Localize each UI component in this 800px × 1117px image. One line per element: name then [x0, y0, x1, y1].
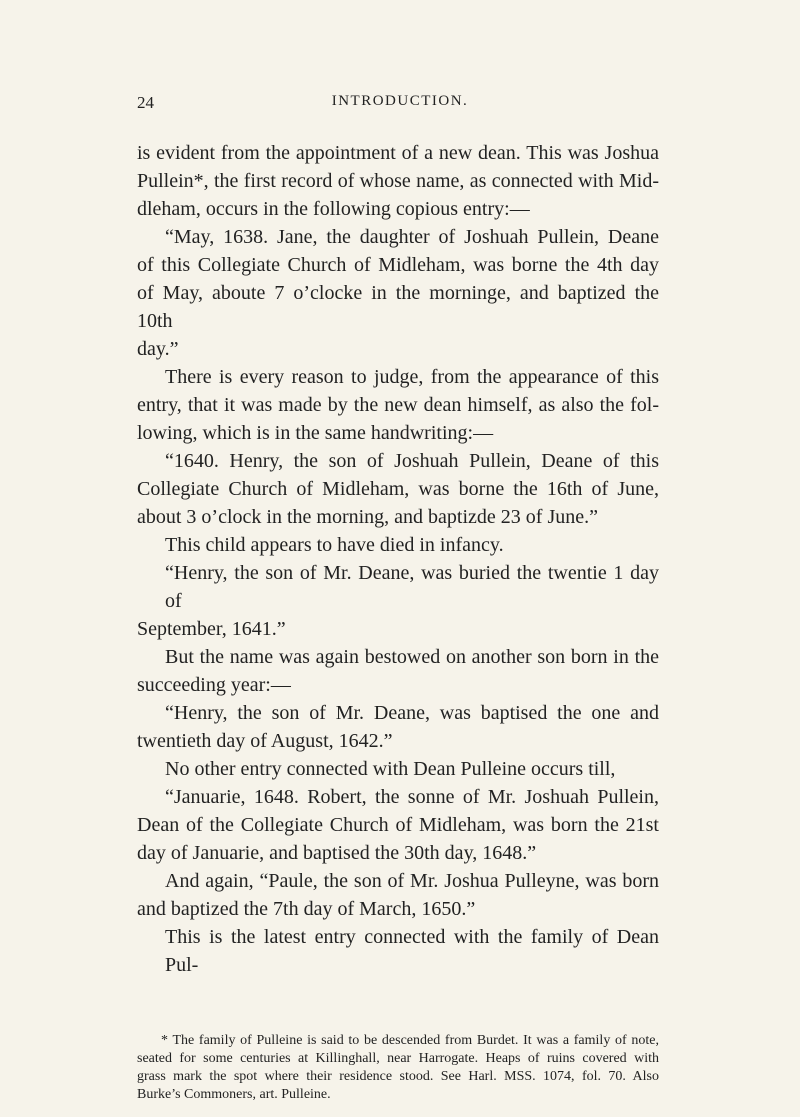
body-line: “Henry, the son of Mr. Deane, was baptised the one and	[165, 702, 659, 724]
body-line: succeeding year:—	[137, 674, 291, 696]
footnote-line: grass mark the spot where their residence stood. See Harl. MSS. 1074, fol. 70. Also	[137, 1069, 659, 1084]
body-line: “Januarie, 1648. Robert, the sonne of Mr. Joshuah Pullein,	[165, 786, 659, 808]
page-number: 24	[137, 93, 154, 112]
body-line: Pullein*, the first record of whose name, as connected with Mid-	[137, 170, 659, 192]
body-line: Dean of the Collegiate Church of Midleham, was born the 21st	[137, 814, 659, 836]
footnote-line: seated for some centuries at Killinghall, near Harrogate. Heaps of ruins covered with	[137, 1051, 659, 1066]
body-line: twentieth day of August, 1642.”	[137, 730, 393, 752]
body-text	[137, 139, 659, 979]
body-line: But the name was again bestowed on another son born in the	[165, 646, 659, 668]
body-line: “Henry, the son of Mr. Deane, was buried the twentie 1 day of	[165, 562, 659, 612]
body-line: of this Collegiate Church of Midleham, was borne the 4th day	[137, 254, 659, 276]
body-line: and baptized the 7th day of March, 1650.”	[137, 898, 476, 920]
body-line: This is the latest entry connected with the family of Dean Pul-	[165, 926, 659, 976]
footnote-line: * The family of Pulleine is said to be descended from Burdet. It was a family of note,	[161, 1033, 659, 1048]
footnote	[137, 1032, 659, 1104]
body-line: This child appears to have died in infancy.	[165, 534, 504, 556]
running-head: INTRODUCTION.	[331, 93, 469, 109]
body-line: lowing, which is in the same handwriting:—	[137, 422, 494, 444]
body-line: entry, that it was made by the new dean himself, as also the fol-	[137, 394, 659, 416]
footnote-line: Burke’s Commoners, art. Pulleine.	[137, 1087, 331, 1102]
body-line: No other entry connected with Dean Pulleine occurs till,	[165, 758, 616, 780]
body-line: of May, aboute 7 o’clocke in the morninge, and baptized the 10th	[137, 282, 659, 332]
body-line: And again, “Paule, the son of Mr. Joshua Pulleyne, was born	[165, 870, 659, 892]
body-line: about 3 o’clock in the morning, and baptizde 23 of June.”	[137, 506, 598, 528]
body-line: September, 1641.”	[137, 618, 286, 640]
body-line: dleham, occurs in the following copious entry:—	[137, 198, 530, 220]
body-line: day.”	[137, 338, 179, 360]
body-line: “1640. Henry, the son of Joshuah Pullein, Deane of this	[165, 450, 659, 472]
body-line: day of Januarie, and baptised the 30th day, 1648.”	[137, 842, 537, 864]
body-line: There is every reason to judge, from the appearance of this	[165, 366, 659, 388]
body-line: “May, 1638. Jane, the daughter of Joshuah Pullein, Deane	[165, 226, 659, 248]
body-line: is evident from the appointment of a new dean. This was Joshua	[137, 142, 659, 164]
body-line: Collegiate Church of Midleham, was borne the 16th of June,	[137, 478, 659, 500]
